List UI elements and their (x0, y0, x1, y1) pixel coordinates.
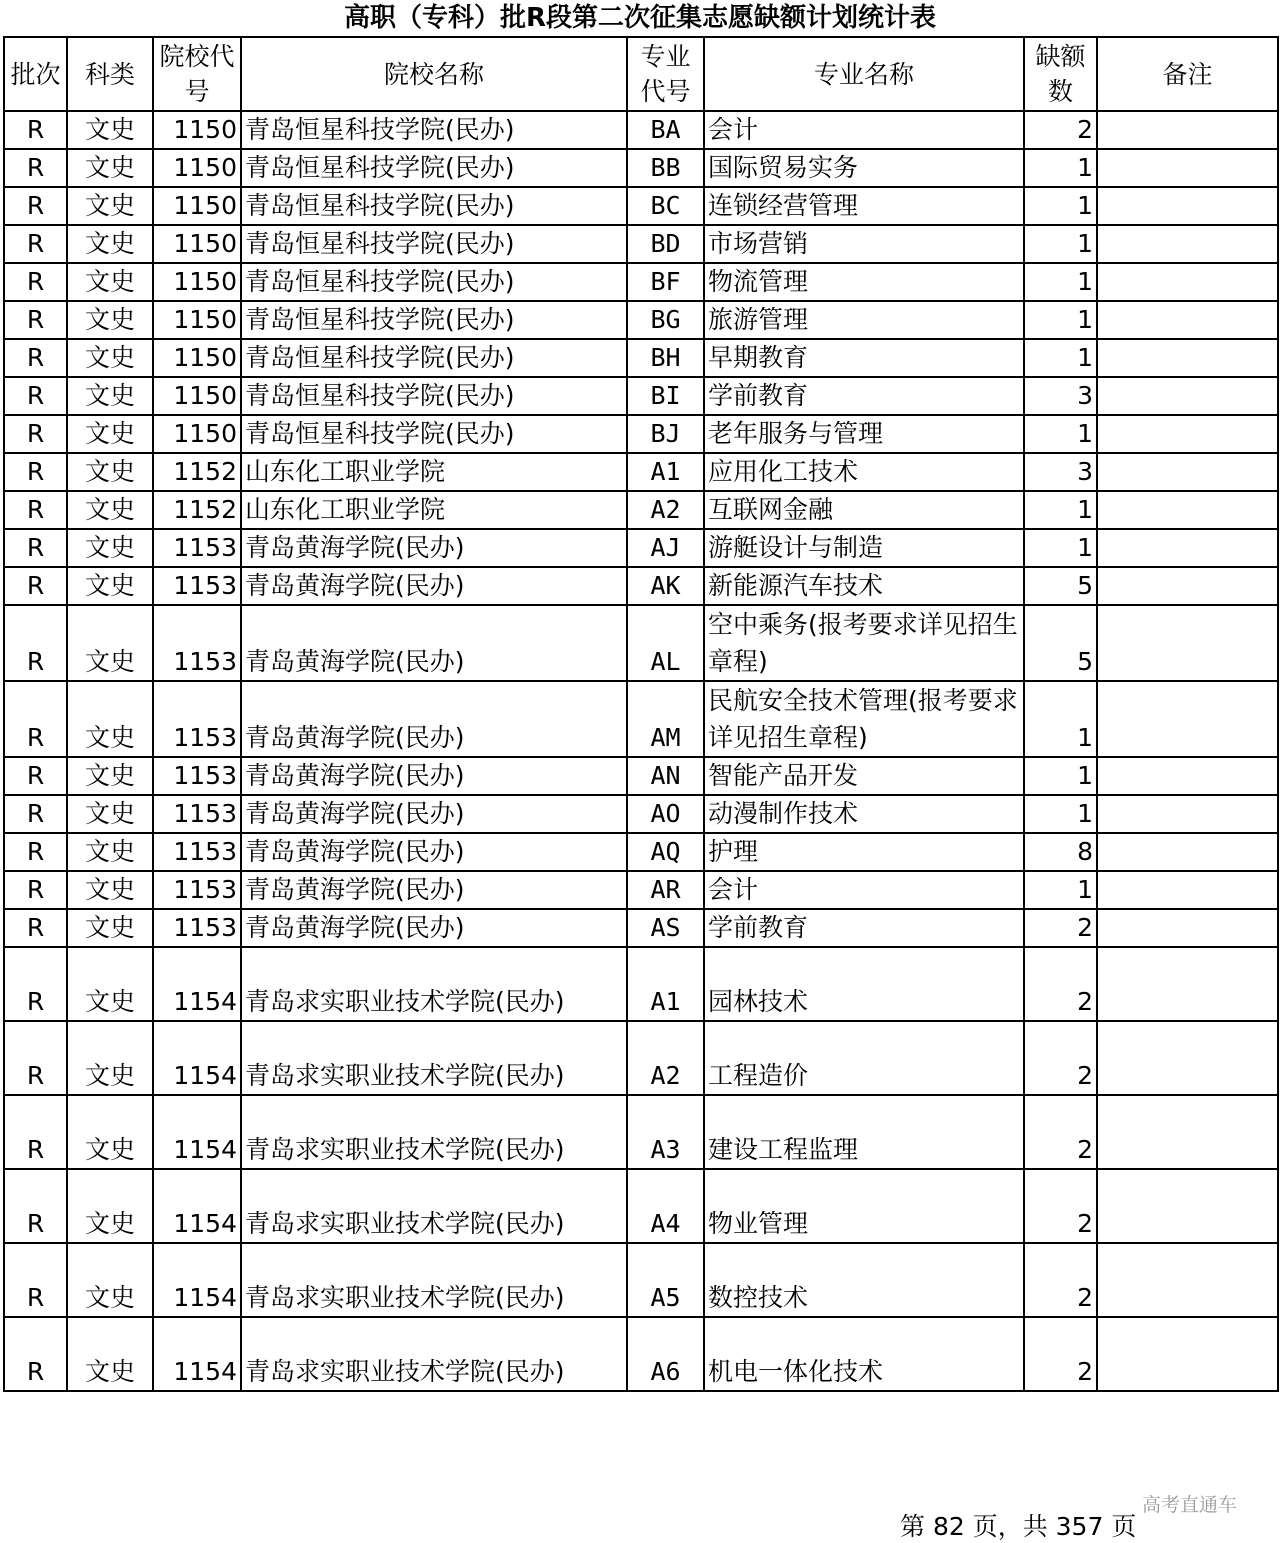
cell-school-code: 1153 (153, 757, 241, 795)
cell-batch: R (4, 757, 67, 795)
cell-batch: R (4, 833, 67, 871)
cell-batch: R (4, 909, 67, 947)
cell-school-name: 青岛黄海学院(民办) (241, 529, 627, 567)
cell-batch: R (4, 111, 67, 149)
cell-school-code: 1150 (153, 149, 241, 187)
cell-school-code: 1153 (153, 529, 241, 567)
cell-category: 文史 (67, 681, 153, 757)
cell-remark (1097, 1021, 1278, 1095)
cell-school-name: 青岛黄海学院(民办) (241, 681, 627, 757)
cell-school-code: 1150 (153, 263, 241, 301)
table-row (4, 1021, 1278, 1095)
cell-category: 文史 (67, 757, 153, 795)
cell-school-code: 1154 (153, 1169, 241, 1243)
cell-major-name: 园林技术 (704, 947, 1024, 1021)
cell-school-code: 1153 (153, 605, 241, 681)
cell-category: 文史 (67, 339, 153, 377)
cell-major-code: A3 (627, 1095, 704, 1169)
cell-school-name: 青岛求实职业技术学院(民办) (241, 947, 627, 1021)
cell-school-name: 青岛黄海学院(民办) (241, 567, 627, 605)
cell-category: 文史 (67, 529, 153, 567)
cell-school-name: 青岛黄海学院(民办) (241, 605, 627, 681)
cell-vacancy: 3 (1024, 453, 1097, 491)
header-major-name: 专业名称 (704, 37, 1024, 111)
cell-school-name: 青岛恒星科技学院(民办) (241, 377, 627, 415)
cell-batch: R (4, 1095, 67, 1169)
table-header-row (4, 37, 1278, 111)
table-row (4, 111, 1278, 149)
cell-major-code: A2 (627, 1021, 704, 1095)
cell-batch: R (4, 491, 67, 529)
cell-major-name: 物业管理 (704, 1169, 1024, 1243)
cell-major-code: BF (627, 263, 704, 301)
table-row (4, 795, 1278, 833)
cell-vacancy: 1 (1024, 529, 1097, 567)
cell-school-name: 青岛恒星科技学院(民办) (241, 415, 627, 453)
cell-major-name: 动漫制作技术 (704, 795, 1024, 833)
cell-vacancy: 5 (1024, 567, 1097, 605)
cell-school-name: 青岛求实职业技术学院(民办) (241, 1169, 627, 1243)
table-row (4, 871, 1278, 909)
cell-major-code: AS (627, 909, 704, 947)
cell-category: 文史 (67, 947, 153, 1021)
cell-category: 文史 (67, 377, 153, 415)
cell-batch: R (4, 681, 67, 757)
cell-batch: R (4, 529, 67, 567)
cell-remark (1097, 909, 1278, 947)
table-row (4, 757, 1278, 795)
table-row (4, 491, 1278, 529)
cell-school-name: 青岛求实职业技术学院(民办) (241, 1317, 627, 1391)
cell-vacancy: 2 (1024, 1095, 1097, 1169)
page-number: 第 82 页，共 357 页 (900, 1512, 1137, 1541)
cell-batch: R (4, 225, 67, 263)
cell-major-code: BC (627, 187, 704, 225)
cell-remark (1097, 187, 1278, 225)
cell-major-code: AR (627, 871, 704, 909)
cell-major-code: AQ (627, 833, 704, 871)
cell-category: 文史 (67, 1243, 153, 1317)
cell-category: 文史 (67, 1169, 153, 1243)
cell-major-name: 学前教育 (704, 377, 1024, 415)
cell-school-code: 1154 (153, 1317, 241, 1391)
cell-school-name: 青岛求实职业技术学院(民办) (241, 1243, 627, 1317)
cell-remark (1097, 111, 1278, 149)
table-row (4, 301, 1278, 339)
cell-school-code: 1150 (153, 301, 241, 339)
cell-remark (1097, 871, 1278, 909)
cell-major-name: 工程造价 (704, 1021, 1024, 1095)
cell-vacancy: 1 (1024, 263, 1097, 301)
vacancy-table (3, 36, 1279, 1392)
cell-vacancy: 1 (1024, 225, 1097, 263)
cell-major-code: BI (627, 377, 704, 415)
cell-vacancy: 1 (1024, 795, 1097, 833)
cell-batch: R (4, 947, 67, 1021)
cell-major-name: 智能产品开发 (704, 757, 1024, 795)
cell-remark (1097, 453, 1278, 491)
cell-vacancy: 1 (1024, 491, 1097, 529)
cell-category: 文史 (67, 909, 153, 947)
cell-vacancy: 2 (1024, 1021, 1097, 1095)
cell-major-name: 应用化工技术 (704, 453, 1024, 491)
table-row (4, 149, 1278, 187)
header-major-code: 专业代号 (627, 37, 704, 111)
cell-major-code: AK (627, 567, 704, 605)
cell-major-code: A1 (627, 947, 704, 1021)
cell-major-name: 旅游管理 (704, 301, 1024, 339)
cell-vacancy: 1 (1024, 415, 1097, 453)
cell-batch: R (4, 605, 67, 681)
cell-vacancy: 2 (1024, 1169, 1097, 1243)
cell-batch: R (4, 1317, 67, 1391)
cell-school-name: 青岛黄海学院(民办) (241, 757, 627, 795)
cell-major-name: 市场营销 (704, 225, 1024, 263)
cell-school-code: 1153 (153, 833, 241, 871)
cell-batch: R (4, 1021, 67, 1095)
header-remark: 备注 (1097, 37, 1278, 111)
cell-major-name: 老年服务与管理 (704, 415, 1024, 453)
cell-category: 文史 (67, 111, 153, 149)
table-row (4, 187, 1278, 225)
cell-school-name: 青岛黄海学院(民办) (241, 833, 627, 871)
header-vacancy: 缺额数 (1024, 37, 1097, 111)
table-row (4, 1243, 1278, 1317)
cell-category: 文史 (67, 833, 153, 871)
cell-major-name: 物流管理 (704, 263, 1024, 301)
cell-school-code: 1152 (153, 453, 241, 491)
cell-major-name: 游艇设计与制造 (704, 529, 1024, 567)
cell-remark (1097, 263, 1278, 301)
cell-school-name: 青岛黄海学院(民办) (241, 795, 627, 833)
cell-major-name: 建设工程监理 (704, 1095, 1024, 1169)
cell-remark (1097, 149, 1278, 187)
cell-major-name: 连锁经营管理 (704, 187, 1024, 225)
cell-vacancy: 1 (1024, 757, 1097, 795)
cell-remark (1097, 377, 1278, 415)
cell-school-code: 1154 (153, 1021, 241, 1095)
cell-remark (1097, 605, 1278, 681)
cell-school-name: 青岛恒星科技学院(民办) (241, 225, 627, 263)
cell-vacancy: 1 (1024, 871, 1097, 909)
cell-major-name: 新能源汽车技术 (704, 567, 1024, 605)
cell-major-code: AN (627, 757, 704, 795)
cell-major-name: 互联网金融 (704, 491, 1024, 529)
cell-major-code: AL (627, 605, 704, 681)
cell-school-name: 青岛黄海学院(民办) (241, 909, 627, 947)
cell-vacancy: 2 (1024, 1317, 1097, 1391)
table-row (4, 567, 1278, 605)
cell-batch: R (4, 149, 67, 187)
header-category: 科类 (67, 37, 153, 111)
table-row (4, 377, 1278, 415)
table-row (4, 529, 1278, 567)
cell-school-name: 青岛黄海学院(民办) (241, 871, 627, 909)
cell-major-name: 会计 (704, 111, 1024, 149)
cell-remark (1097, 947, 1278, 1021)
cell-category: 文史 (67, 149, 153, 187)
table-row (4, 1169, 1278, 1243)
cell-vacancy: 8 (1024, 833, 1097, 871)
cell-school-name: 青岛求实职业技术学院(民办) (241, 1021, 627, 1095)
cell-remark (1097, 491, 1278, 529)
cell-major-name: 护理 (704, 833, 1024, 871)
cell-category: 文史 (67, 1021, 153, 1095)
cell-remark (1097, 339, 1278, 377)
cell-batch: R (4, 871, 67, 909)
cell-school-code: 1154 (153, 1095, 241, 1169)
cell-major-name: 国际贸易实务 (704, 149, 1024, 187)
cell-category: 文史 (67, 225, 153, 263)
cell-major-code: A4 (627, 1169, 704, 1243)
cell-remark (1097, 529, 1278, 567)
cell-remark (1097, 795, 1278, 833)
cell-category: 文史 (67, 871, 153, 909)
cell-vacancy: 1 (1024, 187, 1097, 225)
cell-category: 文史 (67, 567, 153, 605)
cell-major-name: 空中乘务(报考要求详见招生章程) (704, 605, 1024, 681)
table-row (4, 415, 1278, 453)
cell-school-name: 山东化工职业学院 (241, 491, 627, 529)
table-row (4, 1095, 1278, 1169)
cell-remark (1097, 301, 1278, 339)
cell-school-name: 青岛恒星科技学院(民办) (241, 301, 627, 339)
cell-category: 文史 (67, 415, 153, 453)
cell-major-code: BB (627, 149, 704, 187)
cell-major-name: 早期教育 (704, 339, 1024, 377)
watermark-text: 高考直通车 (1142, 1494, 1238, 1516)
cell-category: 文史 (67, 453, 153, 491)
cell-batch: R (4, 1169, 67, 1243)
header-batch: 批次 (4, 37, 67, 111)
table-row (4, 225, 1278, 263)
cell-school-code: 1150 (153, 415, 241, 453)
table-row (4, 833, 1278, 871)
cell-vacancy: 1 (1024, 149, 1097, 187)
table-row (4, 681, 1278, 757)
table-body (4, 111, 1278, 1391)
cell-school-code: 1150 (153, 377, 241, 415)
cell-remark (1097, 1317, 1278, 1391)
cell-major-code: BG (627, 301, 704, 339)
cell-vacancy: 2 (1024, 111, 1097, 149)
cell-major-code: BJ (627, 415, 704, 453)
cell-remark (1097, 1169, 1278, 1243)
cell-category: 文史 (67, 301, 153, 339)
table-row (4, 605, 1278, 681)
cell-vacancy: 1 (1024, 301, 1097, 339)
cell-category: 文史 (67, 491, 153, 529)
cell-vacancy: 2 (1024, 1243, 1097, 1317)
cell-school-name: 青岛恒星科技学院(民办) (241, 339, 627, 377)
cell-vacancy: 3 (1024, 377, 1097, 415)
table-row (4, 909, 1278, 947)
cell-category: 文史 (67, 187, 153, 225)
cell-batch: R (4, 377, 67, 415)
cell-school-code: 1150 (153, 225, 241, 263)
table-row (4, 263, 1278, 301)
cell-category: 文史 (67, 1317, 153, 1391)
cell-remark (1097, 833, 1278, 871)
cell-major-name: 数控技术 (704, 1243, 1024, 1317)
cell-major-name: 会计 (704, 871, 1024, 909)
cell-major-code: BD (627, 225, 704, 263)
cell-remark (1097, 415, 1278, 453)
cell-batch: R (4, 1243, 67, 1317)
cell-category: 文史 (67, 605, 153, 681)
cell-school-name: 山东化工职业学院 (241, 453, 627, 491)
cell-school-code: 1152 (153, 491, 241, 529)
cell-remark (1097, 567, 1278, 605)
cell-vacancy: 5 (1024, 605, 1097, 681)
cell-vacancy: 1 (1024, 681, 1097, 757)
cell-school-code: 1153 (153, 681, 241, 757)
cell-major-code: BA (627, 111, 704, 149)
cell-major-code: AJ (627, 529, 704, 567)
cell-major-code: BH (627, 339, 704, 377)
cell-school-code: 1154 (153, 947, 241, 1021)
table-row (4, 1317, 1278, 1391)
cell-vacancy: 2 (1024, 947, 1097, 1021)
cell-major-code: AM (627, 681, 704, 757)
cell-batch: R (4, 339, 67, 377)
header-school-code: 院校代号 (153, 37, 241, 111)
cell-batch: R (4, 415, 67, 453)
cell-category: 文史 (67, 263, 153, 301)
cell-remark (1097, 681, 1278, 757)
cell-school-code: 1153 (153, 567, 241, 605)
cell-batch: R (4, 301, 67, 339)
header-school-name: 院校名称 (241, 37, 627, 111)
cell-school-code: 1150 (153, 187, 241, 225)
table-row (4, 453, 1278, 491)
cell-school-code: 1150 (153, 339, 241, 377)
cell-school-code: 1153 (153, 795, 241, 833)
cell-category: 文史 (67, 1095, 153, 1169)
cell-school-name: 青岛恒星科技学院(民办) (241, 111, 627, 149)
table-row (4, 947, 1278, 1021)
cell-school-name: 青岛恒星科技学院(民办) (241, 149, 627, 187)
cell-batch: R (4, 567, 67, 605)
cell-school-code: 1154 (153, 1243, 241, 1317)
cell-school-code: 1150 (153, 111, 241, 149)
cell-school-name: 青岛求实职业技术学院(民办) (241, 1095, 627, 1169)
cell-major-name: 民航安全技术管理(报考要求详见招生章程) (704, 681, 1024, 757)
cell-vacancy: 2 (1024, 909, 1097, 947)
cell-school-code: 1153 (153, 909, 241, 947)
cell-batch: R (4, 263, 67, 301)
cell-remark (1097, 225, 1278, 263)
cell-school-code: 1153 (153, 871, 241, 909)
cell-major-code: AO (627, 795, 704, 833)
document-title: 高职（专科）批R段第二次征集志愿缺额计划统计表 (343, 3, 937, 33)
cell-remark (1097, 757, 1278, 795)
table-row (4, 339, 1278, 377)
cell-remark (1097, 1243, 1278, 1317)
cell-remark (1097, 1095, 1278, 1169)
cell-major-name: 学前教育 (704, 909, 1024, 947)
cell-batch: R (4, 795, 67, 833)
cell-major-name: 机电一体化技术 (704, 1317, 1024, 1391)
cell-major-code: A6 (627, 1317, 704, 1391)
cell-category: 文史 (67, 795, 153, 833)
cell-school-name: 青岛恒星科技学院(民办) (241, 187, 627, 225)
cell-major-code: A5 (627, 1243, 704, 1317)
cell-batch: R (4, 453, 67, 491)
cell-batch: R (4, 187, 67, 225)
cell-major-code: A2 (627, 491, 704, 529)
cell-vacancy: 1 (1024, 339, 1097, 377)
cell-major-code: A1 (627, 453, 704, 491)
cell-school-name: 青岛恒星科技学院(民办) (241, 263, 627, 301)
